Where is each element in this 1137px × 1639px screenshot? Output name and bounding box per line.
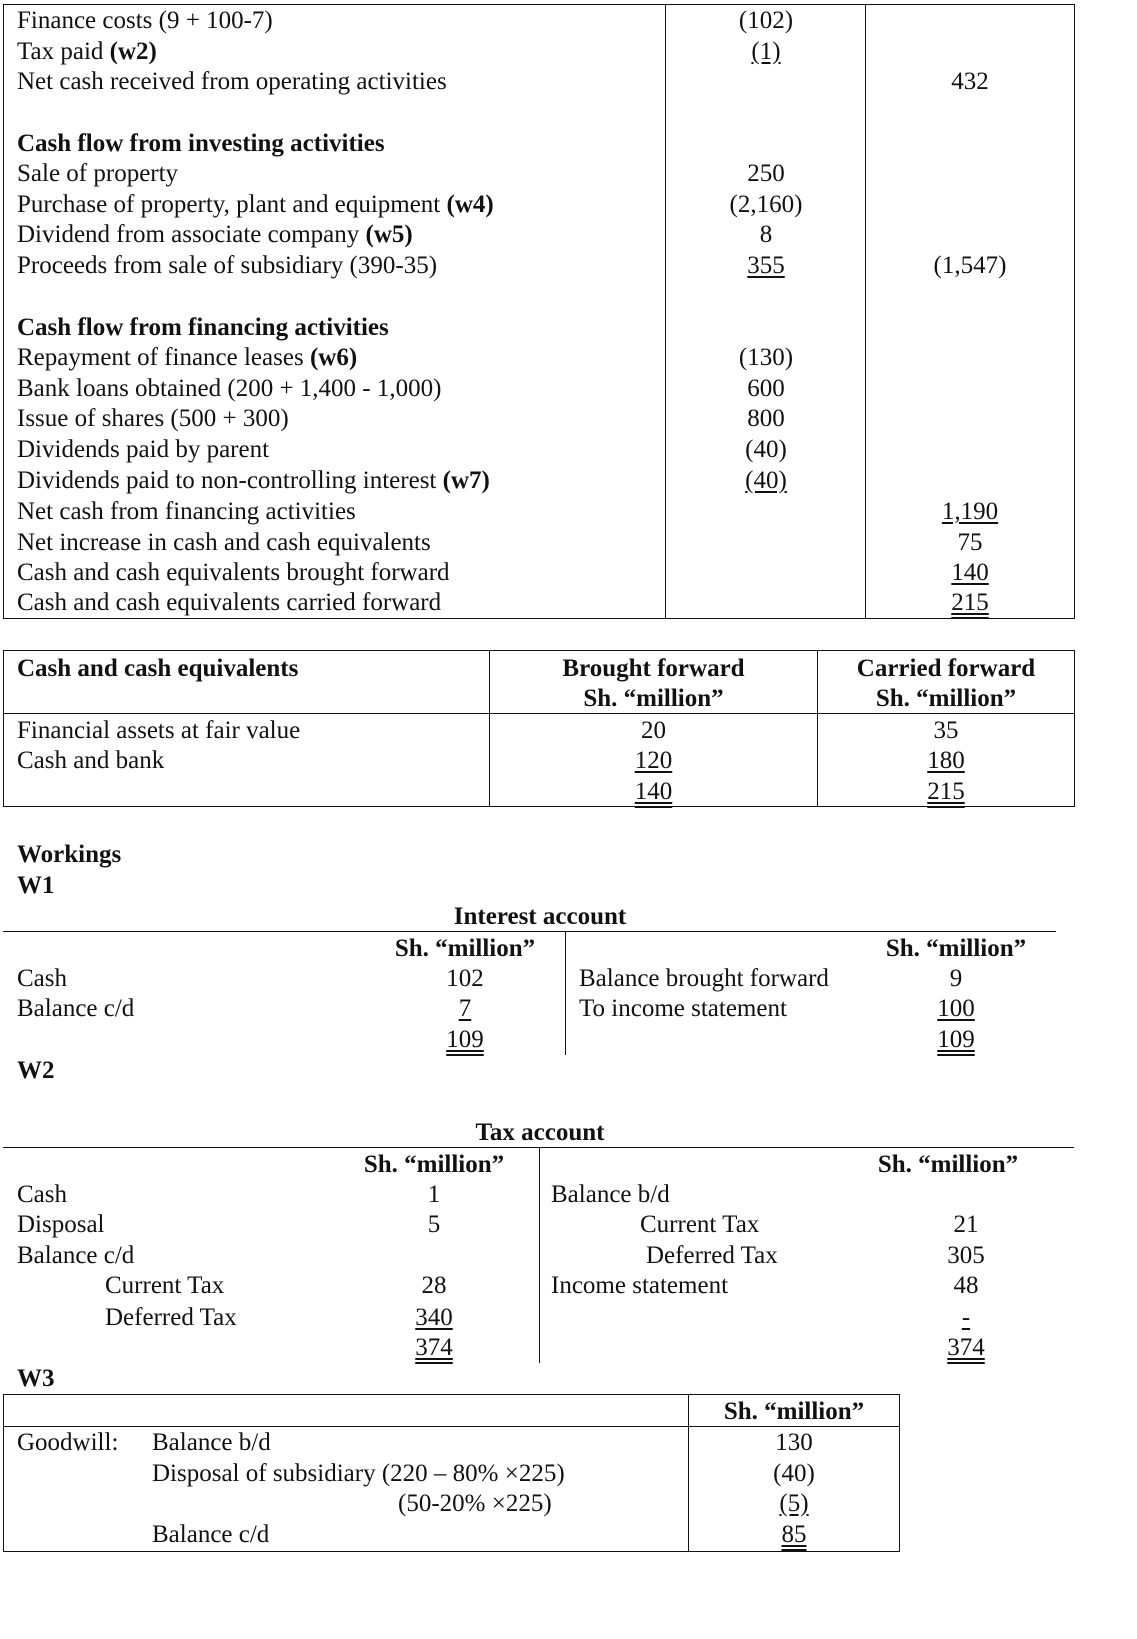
cce-row-bf: 20 [641, 717, 666, 744]
w3-header: Sh. “million” [723, 1398, 865, 1425]
w1-left-amount: 102 [446, 965, 484, 992]
w2-right-header: Sh. “million” [877, 1151, 1019, 1178]
w2-account-title: Tax account [475, 1119, 605, 1146]
w2-left-label: Cash [17, 1181, 67, 1208]
financing-heading: Cash flow from financing activities [17, 314, 389, 341]
cce-row [0, 715, 1137, 746]
cf-row-amount: 8 [759, 221, 773, 248]
cf-row [0, 587, 1137, 618]
w3-bottom-border [3, 1551, 899, 1552]
w2-left-amount: 28 [421, 1272, 447, 1299]
investing-heading: Cash flow from investing activities [17, 130, 385, 157]
w2-left-amount: 340 [415, 1304, 453, 1331]
w2-right-amount: 48 [953, 1272, 979, 1299]
w2-left-label: Deferred Tax [105, 1304, 237, 1331]
cf-row [0, 527, 1137, 558]
w3-row-label: Balance b/d [152, 1429, 271, 1456]
cf-row [0, 66, 1137, 97]
w1-right-amount: 9 [949, 965, 963, 992]
w2-left-label: Disposal [17, 1211, 105, 1238]
cf-row [0, 434, 1137, 465]
cf-row-label: Issue of shares (500 + 300) [17, 405, 289, 432]
cce-row-cf: 35 [933, 717, 959, 744]
cf-row-total: 215 [951, 589, 989, 616]
w2-right-label: Income statement [551, 1272, 729, 1299]
cf-row [0, 342, 1137, 373]
w2-right-amount: 305 [947, 1242, 985, 1269]
cce-row-bf: 140 [634, 778, 673, 805]
cf-row-total: (1,547) [933, 252, 1007, 279]
w1-right-header: Sh. “million” [885, 935, 1027, 962]
cf-row [0, 557, 1137, 588]
w2-row [0, 1209, 1137, 1240]
w3-row-label: (50-20% ×225) [398, 1490, 552, 1517]
w2-row [0, 1302, 1137, 1333]
w2-row [0, 1179, 1137, 1210]
cf-row-total: 1,190 [941, 498, 999, 525]
w2-left-amount: 374 [415, 1334, 453, 1361]
w3-row-label: Disposal of subsidiary (220 – 80% ×225) [152, 1460, 565, 1487]
cf-row-label: Net cash from financing activities [17, 498, 356, 525]
cce-cf-unit: Sh. “million” [875, 685, 1017, 712]
w2-left-amount: 1 [427, 1181, 441, 1208]
w1-right-label: Balance brought forward [579, 965, 829, 992]
w1-left-amount: 7 [458, 995, 472, 1022]
w1-row [0, 993, 1137, 1024]
w2-right-amount: 21 [953, 1211, 979, 1238]
w3-row-amount: 130 [775, 1429, 813, 1456]
cf-row-amount: (1) [751, 38, 781, 65]
w1-left-amount: 109 [446, 1026, 484, 1053]
cf-table-bottom-border [3, 618, 1074, 619]
w3-row [0, 1519, 1137, 1550]
cf-row-label: Repayment of finance leases [17, 344, 310, 371]
w2-left-header: Sh. “million” [363, 1151, 505, 1178]
w3-row [0, 1488, 1137, 1519]
cce-row-label: Financial assets at fair value [17, 717, 301, 744]
workings-title: Workings [17, 841, 122, 868]
cf-row-amount: (40) [745, 436, 787, 463]
w2-right-label: Deferred Tax [646, 1242, 778, 1269]
w1-row [0, 963, 1137, 994]
w2-right-amount: - [961, 1304, 971, 1331]
cf-row [0, 158, 1137, 189]
cce-row-bf: 120 [634, 747, 673, 774]
cf-row-label: Tax paid [17, 38, 110, 65]
cf-row-amount: (2,160) [729, 191, 803, 218]
cf-row-label: Dividends paid by parent [17, 436, 270, 463]
cf-row-ref: (w5) [365, 221, 413, 248]
w3-row-amount: (5) [779, 1490, 809, 1517]
cf-row [0, 373, 1137, 404]
cf-row-label: Proceeds from sale of subsidiary (390-35) [17, 252, 438, 279]
cf-row-label: Sale of property [17, 160, 179, 187]
cf-row-ref: (w6) [309, 344, 358, 371]
cf-row-amount: 250 [747, 160, 785, 187]
cce-row [0, 745, 1137, 776]
cf-row-label: Purchase of property, plant and equipment [17, 191, 447, 218]
cf-row-label: Net cash received from operating activities [17, 68, 447, 95]
cce-row-cf: 180 [927, 747, 965, 774]
cce-top-border [3, 650, 1074, 651]
cce-bf-header: Brought forward [562, 655, 745, 682]
cf-row-label: Bank loans obtained (200 + 1,400 - 1,000) [17, 375, 442, 402]
w2-row [0, 1270, 1137, 1301]
w3-row-label: Balance c/d [152, 1521, 270, 1548]
cf-row-total: 75 [957, 529, 983, 556]
cf-row-label: Cash and cash equivalents carried forward [17, 589, 442, 616]
cf-row-amount: (102) [738, 7, 794, 34]
cce-row-cf: 215 [927, 778, 965, 805]
cf-row-amount: 600 [747, 375, 785, 402]
w2-left-amount: 5 [427, 1211, 441, 1238]
w2-right-amount: 374 [947, 1334, 985, 1361]
w1-account-title: Interest account [453, 903, 627, 930]
w1-right-label: To income statement [579, 995, 787, 1022]
cf-row-amount: 800 [747, 405, 785, 432]
w3-row [0, 1458, 1137, 1489]
w1-label: W1 [17, 872, 55, 899]
w2-right-label: Balance b/d [551, 1181, 670, 1208]
w1-top-rule [3, 931, 1056, 932]
w1-total-row [0, 1024, 1137, 1055]
cce-row-label: Cash and bank [17, 747, 165, 774]
w1-left-header: Sh. “million” [394, 935, 536, 962]
w1-left-label: Balance c/d [17, 995, 135, 1022]
w2-left-label: Balance c/d [17, 1242, 135, 1269]
cf-row [0, 465, 1137, 496]
w2-total-row [0, 1332, 1137, 1363]
cf-row-total: 432 [951, 68, 989, 95]
w2-row [0, 1240, 1137, 1271]
cce-bf-unit: Sh. “million” [583, 685, 724, 712]
cce-total-row [0, 776, 1137, 807]
w1-left-label: Cash [17, 965, 67, 992]
w1-right-amount: 100 [937, 995, 975, 1022]
cf-row-ref: (w4) [446, 191, 494, 218]
cf-row [0, 250, 1137, 281]
cf-row-ref: (w2) [109, 38, 157, 65]
cf-row-label: Dividend from associate company [17, 221, 366, 248]
cf-row [0, 403, 1137, 434]
cf-row-label: Net increase in cash and cash equivalents [17, 529, 431, 556]
cce-cf-header: Carried forward [856, 655, 1036, 682]
cf-row-label: Cash and cash equivalents brought forward [17, 559, 450, 586]
cf-row-ref: (w7) [442, 467, 490, 494]
w1-right-amount: 109 [937, 1026, 975, 1053]
w2-label: W2 [17, 1057, 55, 1084]
w3-account-name: Goodwill: [17, 1429, 119, 1456]
w3-row-amount: (40) [773, 1460, 815, 1487]
cf-row [0, 5, 1137, 36]
w3-label: W3 [17, 1365, 55, 1392]
w2-left-label: Current Tax [105, 1272, 225, 1299]
cf-row-label: Dividends paid to non-controlling interest [17, 467, 443, 494]
w3-row-amount: 85 [781, 1521, 807, 1548]
cce-heading: Cash and cash equivalents [17, 655, 299, 682]
w3-top-border [3, 1394, 899, 1395]
cf-row [0, 36, 1137, 67]
w2-right-label: Current Tax [640, 1211, 760, 1238]
cf-row-amount: 355 [747, 252, 785, 279]
cf-row-total: 140 [951, 559, 989, 586]
cf-row [0, 496, 1137, 527]
cf-row-label: Finance costs (9 + 100-7) [17, 7, 273, 34]
cf-row [0, 189, 1137, 220]
w3-row [0, 1427, 1137, 1458]
cf-row-amount: (130) [738, 344, 794, 371]
cf-row-amount: (40) [745, 467, 787, 494]
cf-row [0, 219, 1137, 250]
